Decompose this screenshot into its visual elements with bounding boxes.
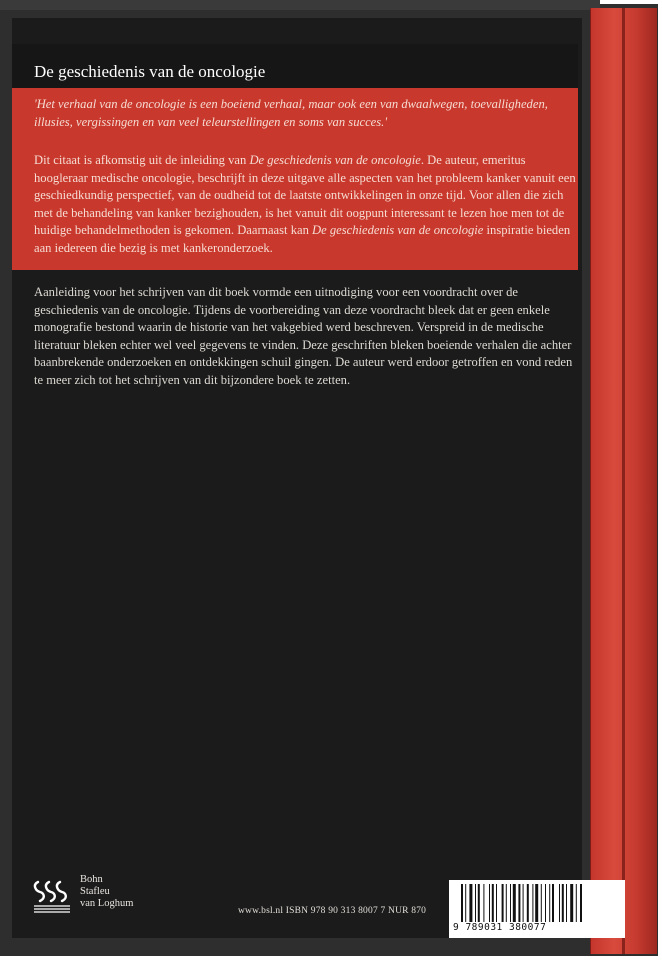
barcode-bars bbox=[461, 884, 613, 922]
intro-book-title-1: De geschiedenis van de oncologie bbox=[249, 153, 421, 167]
barcode bbox=[449, 880, 625, 938]
publisher-line-3: van Loghum bbox=[80, 898, 134, 909]
intro-part-1: Dit citaat is afkomstig uit de inleiding van bbox=[34, 153, 250, 167]
isbn-line: www.bsl.nl ISBN 978 90 313 8007 7 NUR 870 bbox=[238, 906, 427, 916]
bsl-logo-icon bbox=[30, 876, 72, 916]
top-edge bbox=[0, 0, 600, 10]
quote-text: 'Het verhaal van de oncologie is een boeiend verhaal, maar ook een van dwaalwegen, toevalligheden, illusies, vergissingen en van veel teleurstellingen en soms van succes.' bbox=[34, 97, 548, 129]
intro-book-title-2: De geschiedenis van de oncologie bbox=[312, 223, 484, 238]
spine-hinge bbox=[622, 8, 625, 954]
intro-part-2: . De auteur, emeritus hoogleraar medische oncologie, beschrijft in deze uitgave alle aspecten van het probleem kanker vanuit een geschiedkundig perspectief, van de oudheid tot de laatste ontwikkelingen in onze tijd. Voor allen die zich met de behandeling van kanker bezighouden, is het vanuit dit oogpunt interessant te lezen hoe men tot de huidige behandelmethoden is gekomen. Daarnaast kan bbox=[34, 153, 576, 238]
body-text: Aanleiding voor het schrijven van dit boek vormde een uitnodiging voor een voordracht over de geschiedenis van de oncologie. Tijdens de voorbereiding van deze voordracht bleek dat er geen enkele monografie bestond waarin de historie van het vakgebied werd beschreven. Verspreid in de medische literatuur bleken echter wel veel gegevens te vinden. Deze geschriften bleken boeiende verhalen die achter baanbrekende onderzoeken en ontdekkingen schuil gingen. De auteur werd erdoor getroffen en vond reden te meer zich tot het schrijven van dit bijzondere boek te zetten. bbox=[34, 285, 573, 387]
barcode-number: 9 789031 380077 bbox=[453, 922, 547, 933]
publisher-line-2: Stafleu bbox=[80, 886, 110, 897]
intro-text bbox=[34, 152, 579, 258]
book-title: De geschiedenis van de oncologie bbox=[34, 62, 266, 81]
publisher-name bbox=[80, 874, 133, 910]
publisher-line-1: Bohn bbox=[80, 874, 103, 885]
intro-part-3: inspiratie bieden aan iedereen die bezig is met kankeronderzoek. bbox=[34, 223, 571, 255]
